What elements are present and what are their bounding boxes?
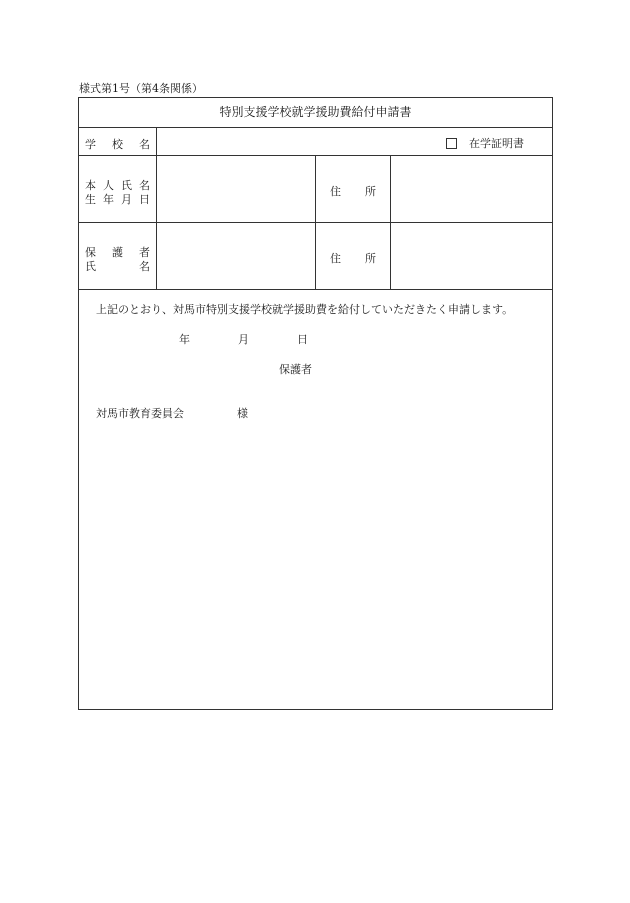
student-row <box>79 156 552 223</box>
form-number: 様式第1号（第4条関係） <box>79 82 203 95</box>
student-address-label: 住 所 <box>315 156 391 222</box>
guardian-address-label: 住 所 <box>315 223 391 289</box>
date-day-label: 日 <box>297 333 308 346</box>
guardian-row <box>79 223 552 290</box>
form-title: 特別支援学校就学援助費給付申請書 <box>79 98 552 128</box>
date-month-label: 月 <box>238 333 249 346</box>
school-name-label: 学 校 名 <box>79 128 157 155</box>
recipient-name: 対馬市教育委員会 <box>96 407 184 420</box>
enrollment-certificate-option[interactable] <box>446 135 524 151</box>
guardian-name-label: 保 護 者 氏 名 <box>79 223 157 289</box>
application-form <box>78 97 553 710</box>
student-name-dob-label: 本 人 氏 名 生 年 月 日 <box>79 156 157 222</box>
enrollment-certificate-checkbox[interactable] <box>446 138 457 149</box>
recipient-honorific: 様 <box>237 407 248 420</box>
applicant-guardian-label: 保護者 <box>279 363 312 376</box>
school-row <box>79 128 552 156</box>
enrollment-certificate-label: 在学証明書 <box>469 137 524 150</box>
application-statement: 上記のとおり、対馬市特別支援学校就学援助費を給付していただきたく申請します。 <box>96 303 514 316</box>
date-year-label: 年 <box>179 333 190 346</box>
